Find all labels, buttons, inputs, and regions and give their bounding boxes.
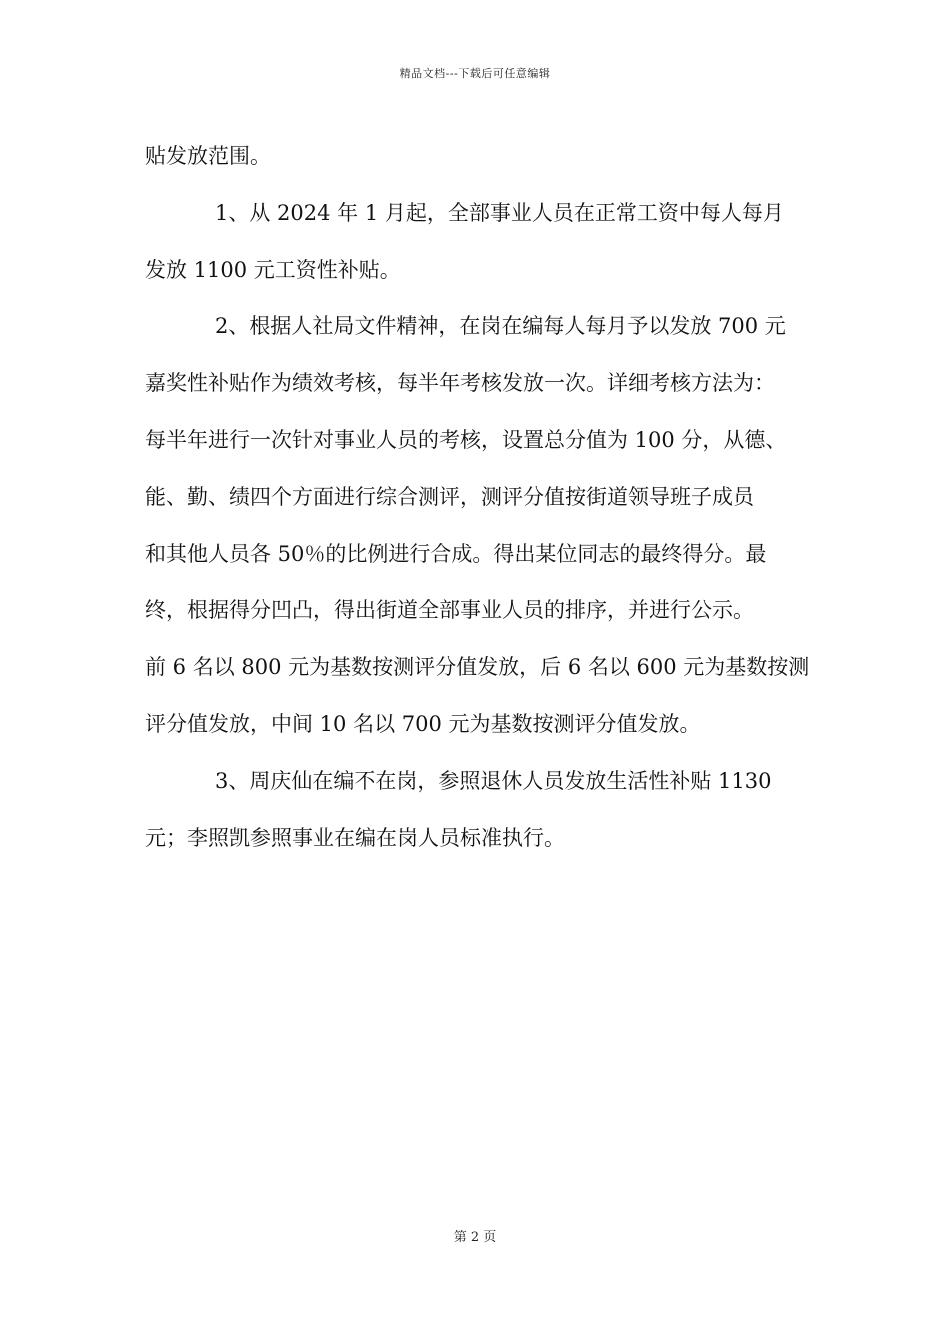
text-line: 发放 1100 元工资性补贴。	[145, 257, 401, 282]
page-header: 精品文档---下载后可任意编辑	[399, 67, 551, 80]
text-line: 能、勤、绩四个方面进行综合测评，测评分值按街道领导班子成员	[145, 484, 754, 509]
text-line: 元；李照凯参照事业在编在岗人员标准执行。	[145, 825, 565, 850]
paragraph-1-start: 1、从 2024 年 1 月起，全部事业人员在正常工资中每人每月	[215, 200, 784, 225]
paragraph-3-start: 3、周庆仙在编不在岗，参照退休人员发放生活性补贴 1130	[215, 768, 772, 793]
text-line: 每半年进行一次针对事业人员的考核，设置总分值为 100 分，从德、	[145, 427, 787, 452]
text-line: 贴发放范围。	[145, 144, 271, 168]
text-line: 前 6 名以 800 元为基数按测评分值发放，后 6 名以 600 元为基数按测	[145, 655, 810, 680]
document-body	[145, 128, 825, 866]
page-number: 第 2 页	[453, 1230, 497, 1245]
text-line: 评分值发放，中间 10 名以 700 元为基数按测评分值发放。	[145, 711, 701, 736]
paragraph-2-start: 2、根据人社局文件精神，在岗在编每人每月予以发放 700 元	[215, 314, 786, 339]
text-line: 嘉奖性补贴作为绩效考核，每半年考核发放一次。详细考核方法为：	[145, 371, 775, 396]
text-line: 终，根据得分凹凸，得出街道全部事业人员的排序，并进行公示。	[145, 598, 754, 623]
text-line: 和其他人员各 50％的比例进行合成。得出某位同志的最终得分。最	[145, 541, 767, 566]
